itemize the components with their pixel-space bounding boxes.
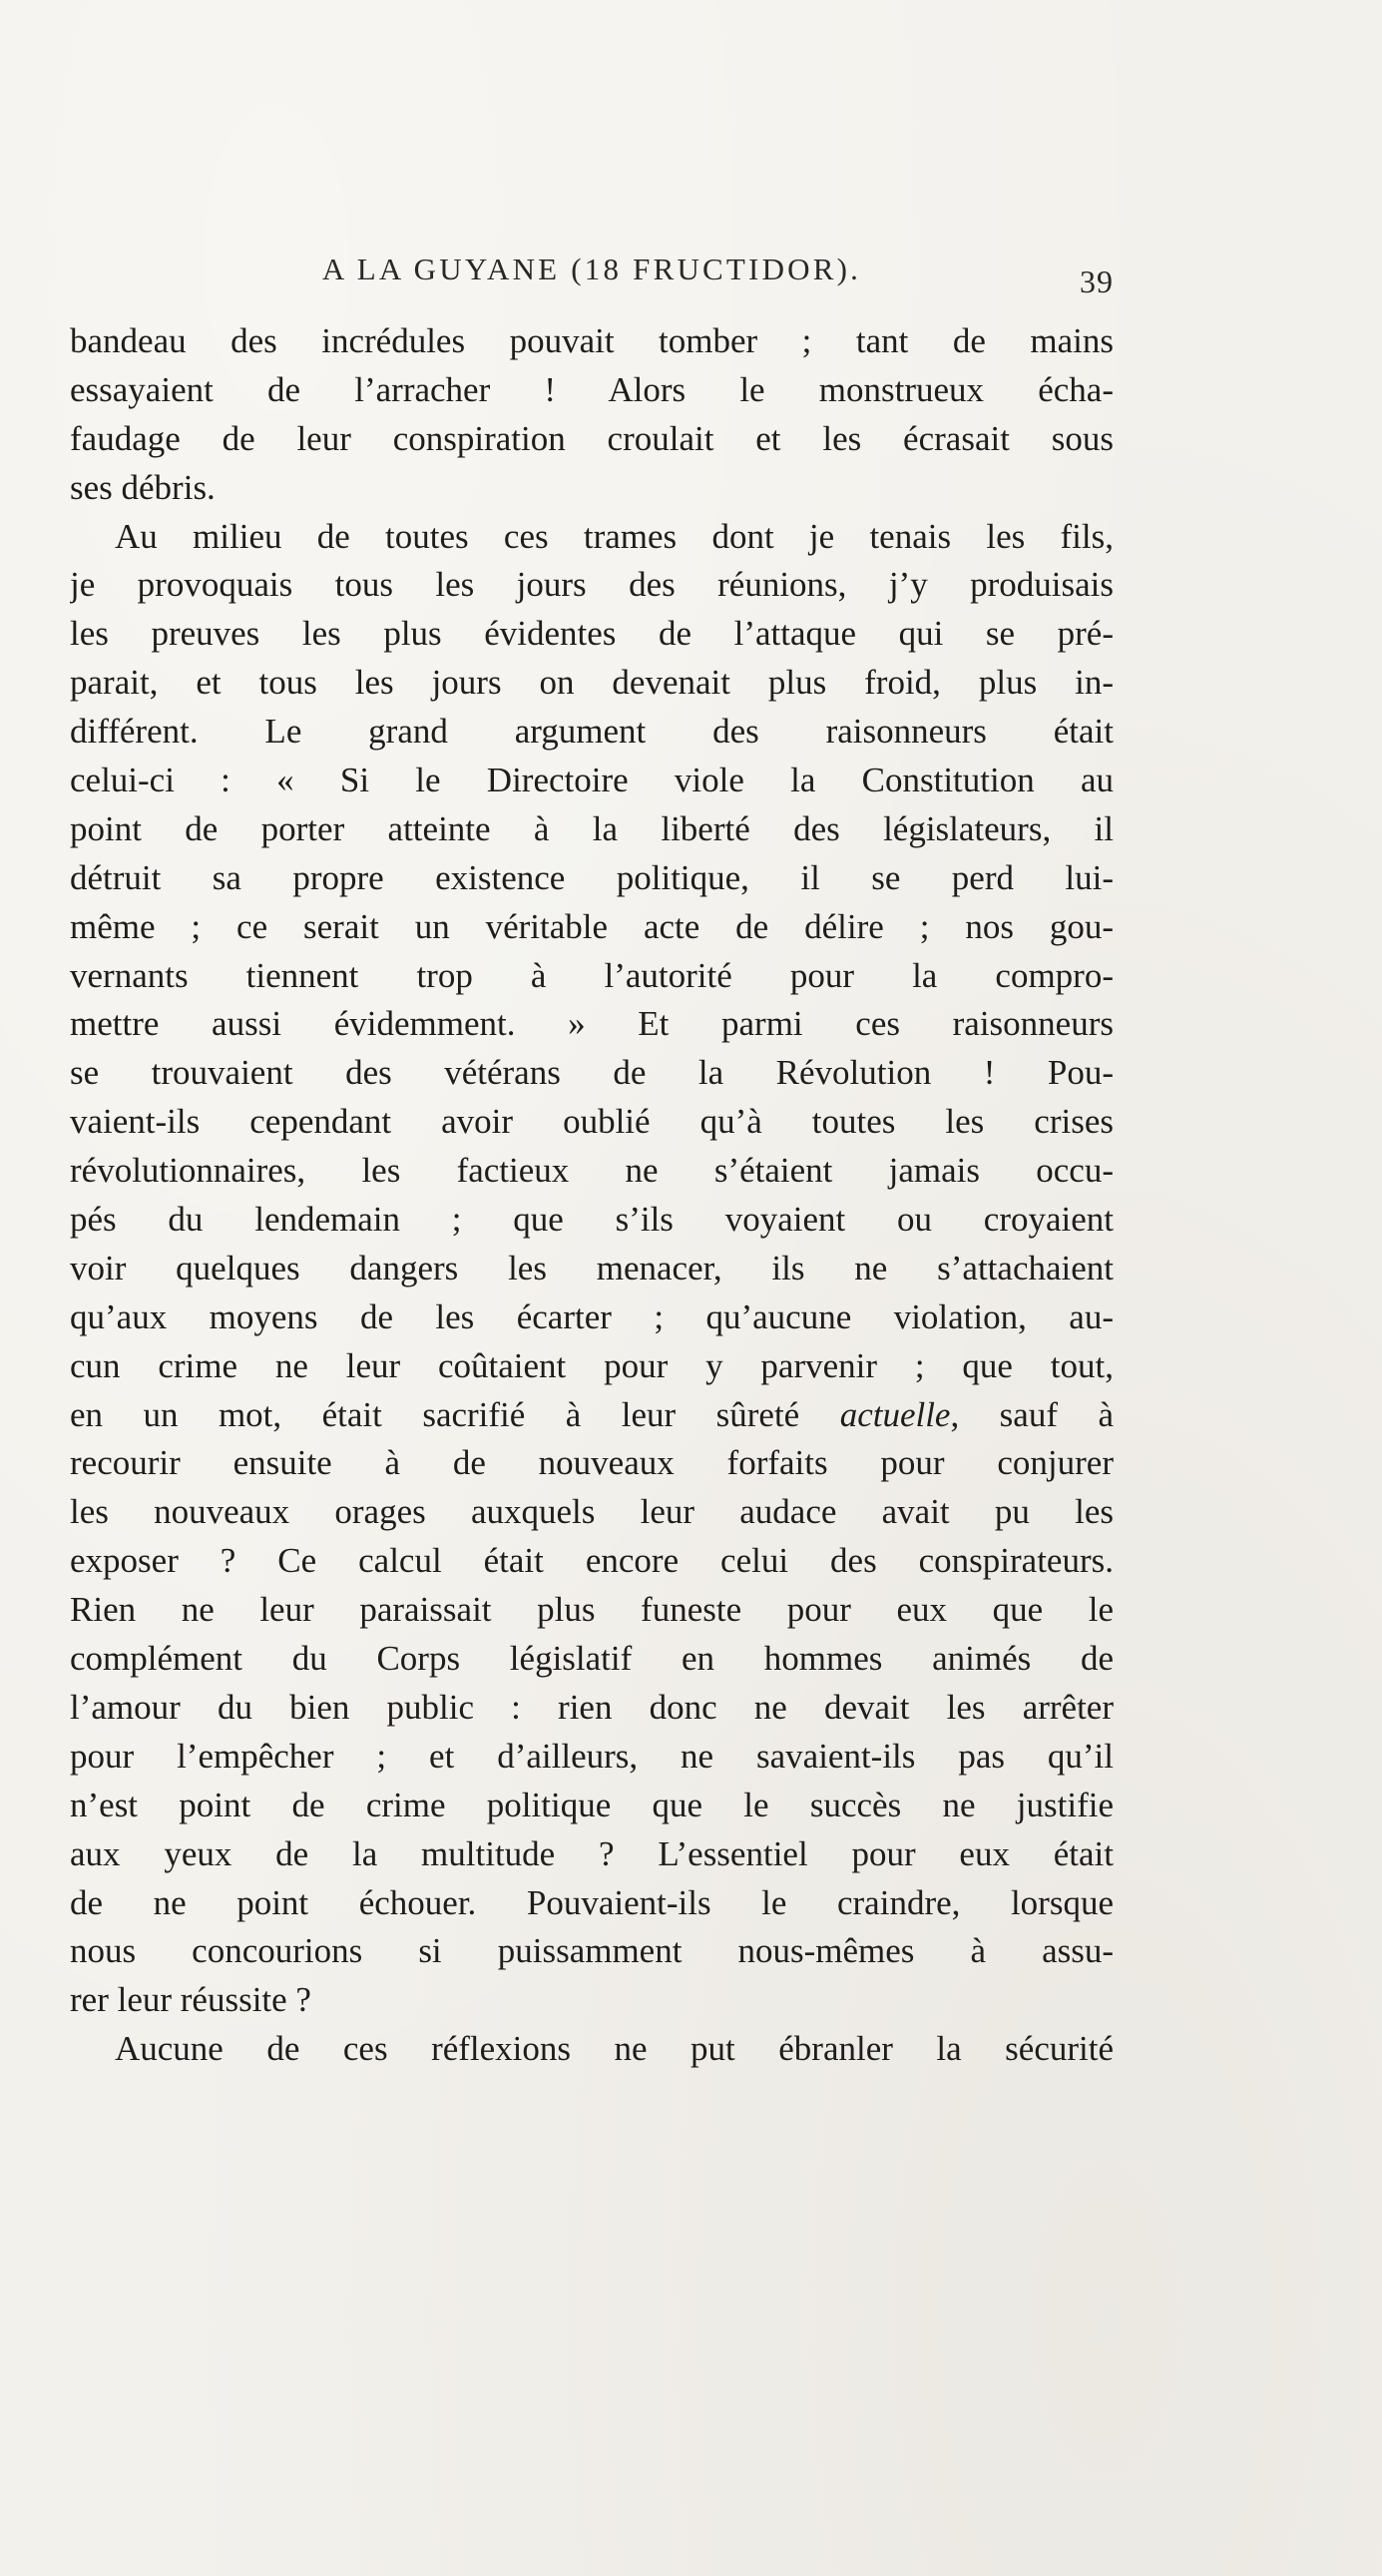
text-line: se trouvaient des vétérans de la Révolution ! Pou- — [70, 1053, 1114, 1093]
text-line: essayaient de l’arracher ! Alors le monstrueux écha- — [70, 369, 1114, 409]
italic-word: actuelle — [839, 1394, 951, 1434]
text-line: les nouveaux orages auxquels leur audace avait pu les — [70, 1492, 1114, 1532]
text-line: cun crime ne leur coûtaient pour y parvenir ; que tout, — [70, 1345, 1114, 1385]
running-head — [70, 252, 1114, 301]
text-line: révolutionnaires, les factieux ne s’étaient jamais occu- — [70, 1151, 1114, 1191]
text-line: même ; ce serait un véritable acte de délire ; nos gou- — [70, 906, 1114, 946]
text-line: vernants tiennent trop à l’autorité pour la compro- — [70, 955, 1114, 995]
text-line: celui-ci : « Si le Directoire viole la Constitution au — [70, 761, 1114, 800]
body-text — [70, 317, 1114, 2074]
text-line: je provoquais tous les jours des réunions, j’y produisais — [70, 565, 1114, 605]
text-line: point de porter atteinte à la liberté des législateurs, il — [70, 808, 1114, 848]
text-line: qu’aux moyens de les écarter ; qu’aucune violation, au- — [70, 1296, 1114, 1336]
text-line: n’est point de crime politique que le succès ne justifie — [70, 1785, 1114, 1824]
running-head-title: A LA GUYANE (18 FRUCTIDOR). — [321, 252, 862, 286]
text-line: détruit sa propre existence politique, il se perd lui- — [70, 857, 1114, 897]
text-line: l’amour du bien public : rien donc ne devait les arrêter — [70, 1687, 1114, 1727]
text-line: Aucune de ces réflexions ne put ébranler la sécurité — [115, 2029, 1114, 2069]
text-line: parait, et tous les jours on devenait plus froid, plus in- — [70, 663, 1114, 703]
text-line: différent. Le grand argument des raisonneurs était — [70, 712, 1114, 752]
text-line: exposer ? Ce calcul était encore celui des conspirateurs. — [70, 1541, 1114, 1581]
text-line: Rien ne leur paraissait plus funeste pour eux que le — [70, 1590, 1114, 1630]
text-line: nous concourions si puissamment nous-mêmes à assu- — [70, 1931, 1114, 1971]
text-line: pour l’empêcher ; et d’ailleurs, ne savaient-ils pas qu’il — [70, 1736, 1114, 1776]
text-line: voir quelques dangers les menacer, ils ne s’attachaient — [70, 1248, 1114, 1288]
text-line: bandeau des incrédules pouvait tomber ; tant de mains — [70, 321, 1114, 360]
page-number: 39 — [1080, 263, 1114, 299]
text-line-with-italic — [70, 1391, 1114, 1440]
text-line: recourir ensuite à de nouveaux forfaits pour conjurer — [70, 1443, 1114, 1483]
text-segment: en un mot, était sacrifié à leur sûreté — [70, 1394, 840, 1434]
text-line: rer leur réussite ? — [70, 1980, 311, 2020]
text-segment: , sauf à — [950, 1394, 1114, 1434]
text-line: faudage de leur conspiration croulait et les écrasait sous — [70, 418, 1114, 458]
text-line: aux yeux de la multitude ? L’essentiel pour eux était — [70, 1833, 1114, 1873]
text-line: ses débris. — [70, 467, 216, 507]
text-line: complément du Corps législatif en hommes animés de — [70, 1639, 1114, 1679]
text-line: de ne point échouer. Pouvaient-ils le craindre, lorsque — [70, 1882, 1114, 1922]
text-line: mettre aussi évidemment. » Et parmi ces raisonneurs — [70, 1004, 1114, 1044]
text-line: vaient-ils cependant avoir oublié qu’à toutes les crises — [70, 1102, 1114, 1142]
text-line: Au milieu de toutes ces trames dont je tenais les fils, — [115, 516, 1114, 556]
text-line: pés du lendemain ; que s’ils voyaient ou croyaient — [70, 1200, 1114, 1240]
text-line: les preuves les plus évidentes de l’attaque qui se pré- — [70, 614, 1114, 654]
